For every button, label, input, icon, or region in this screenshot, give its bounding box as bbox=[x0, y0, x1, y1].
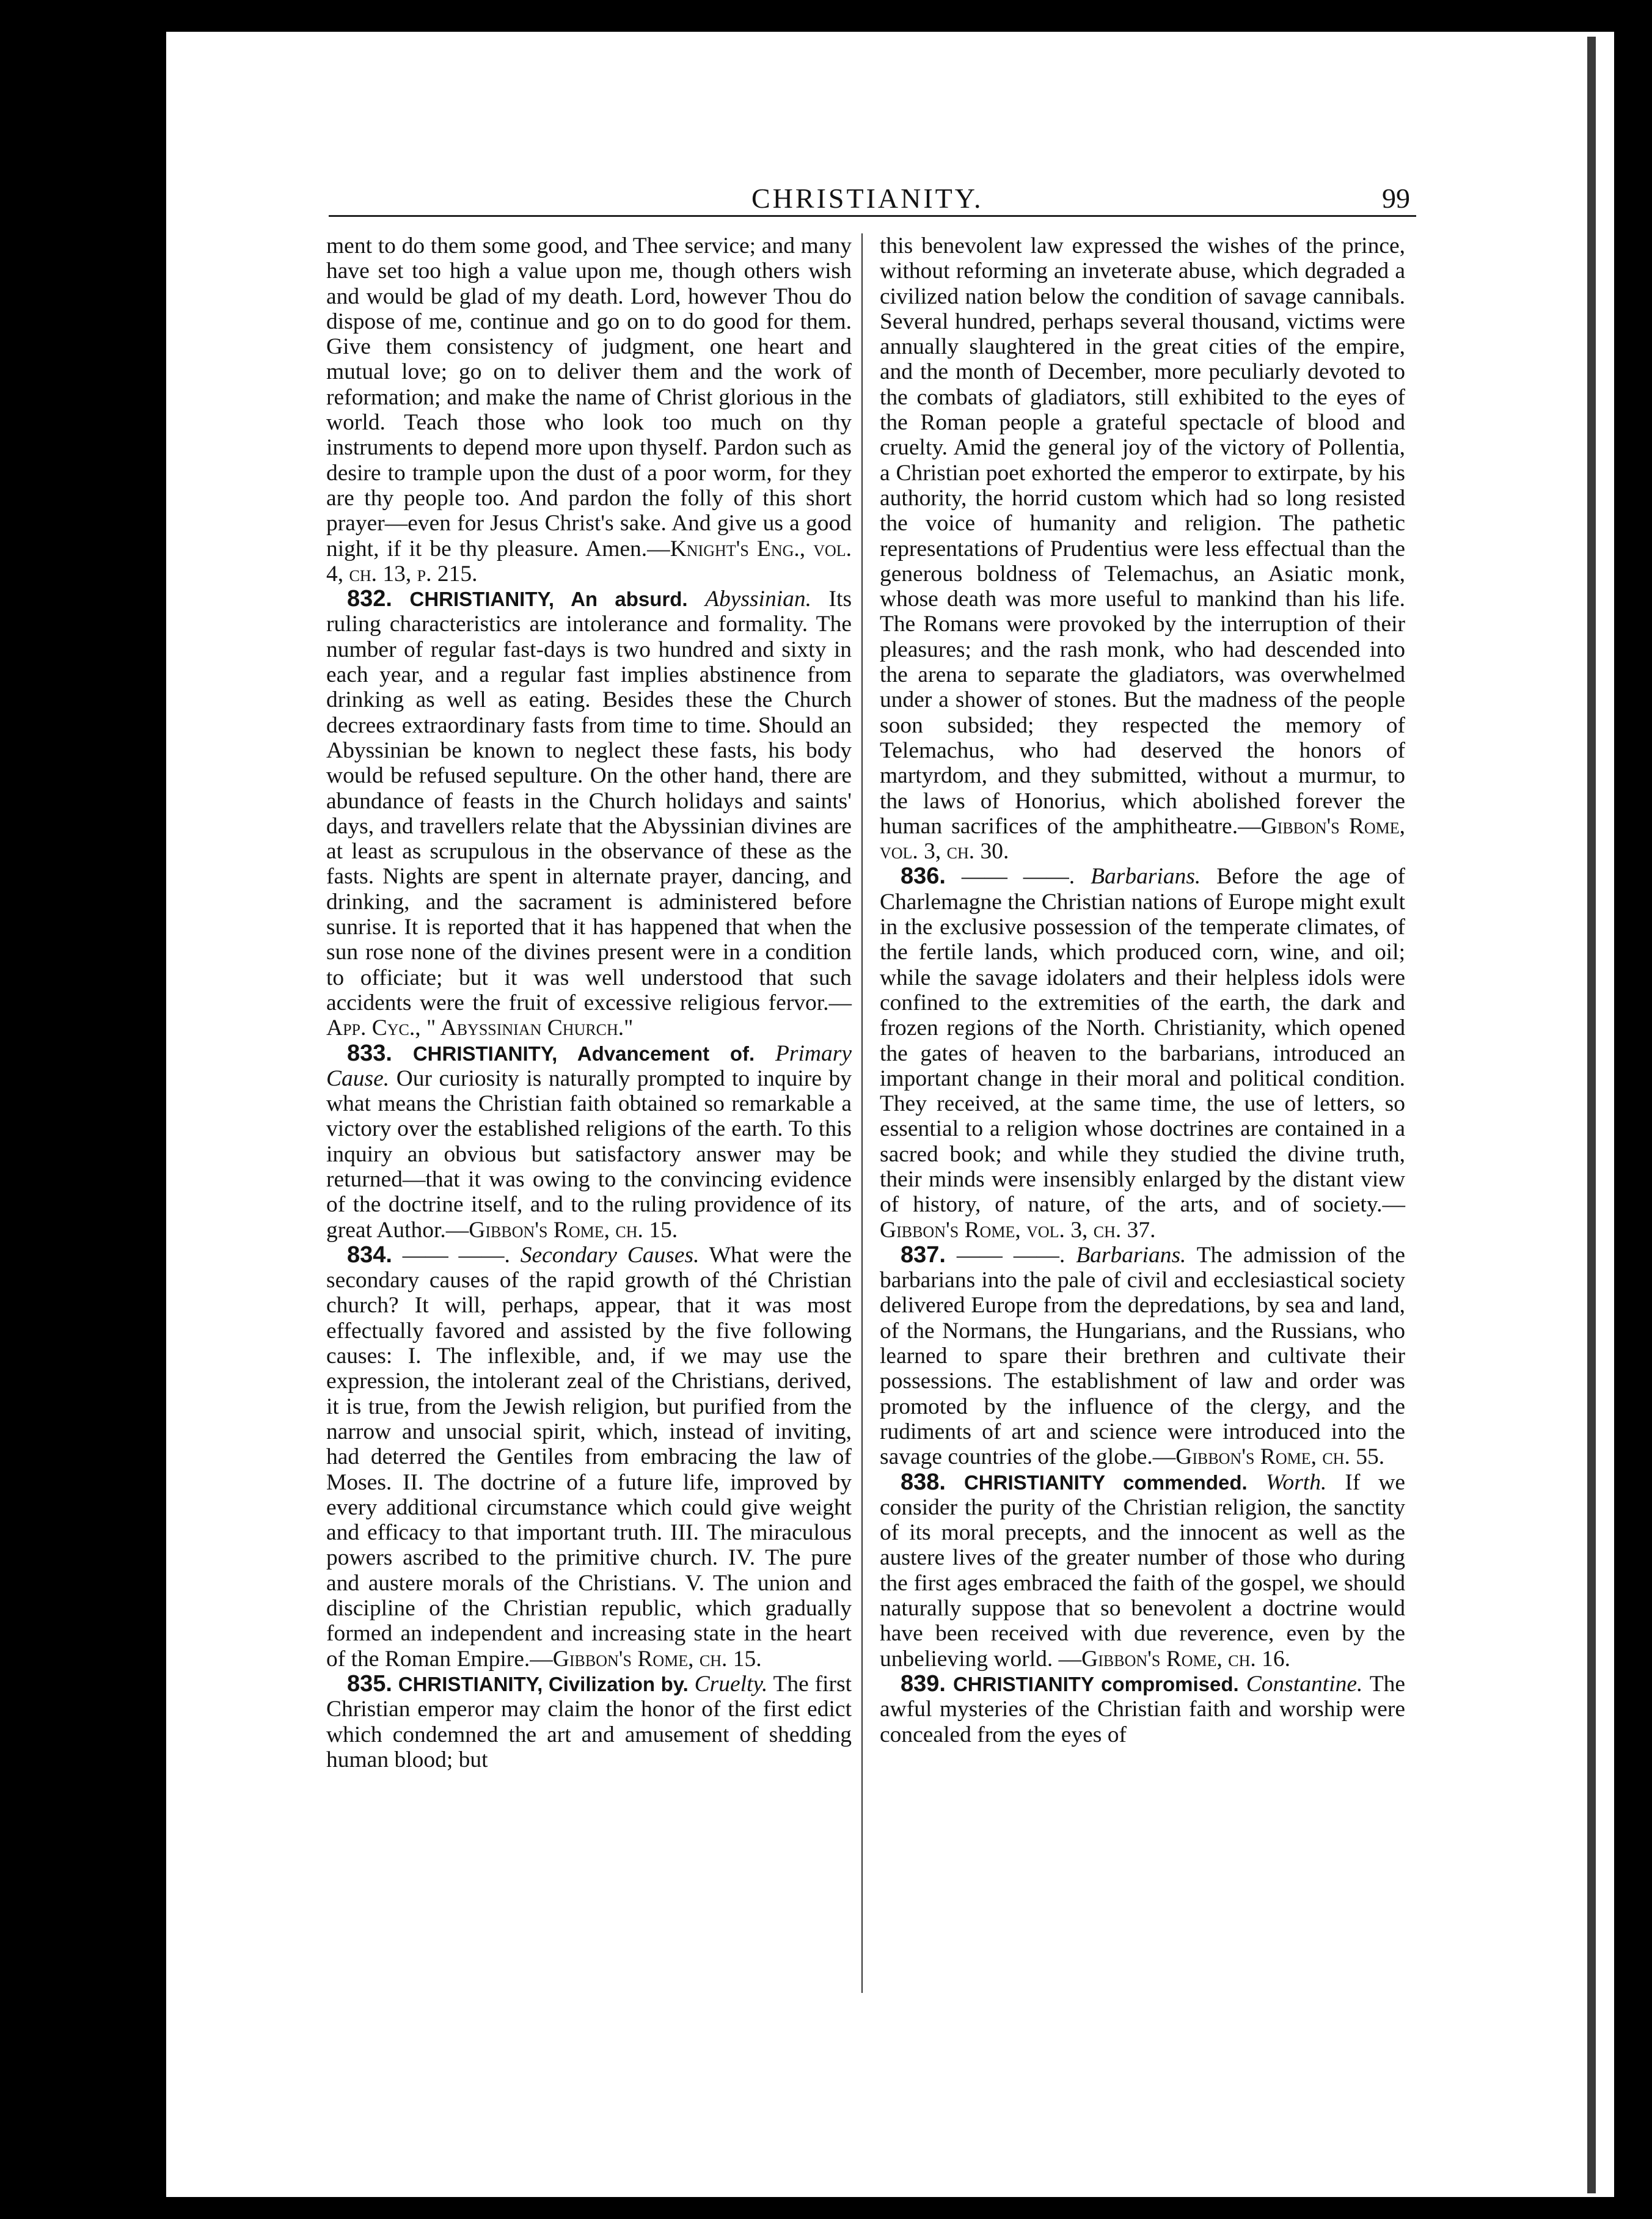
header-rule bbox=[329, 215, 1416, 217]
scan-border-top bbox=[0, 0, 1652, 32]
entry-number: 834. bbox=[347, 1241, 392, 1268]
entry-subheading: Abyssinian. bbox=[705, 587, 812, 612]
entry-836 bbox=[880, 864, 1405, 1242]
entry-subheading: Secondary Causes. bbox=[520, 1242, 700, 1268]
entry-heading: CHRISTIANITY, Civilization by. bbox=[398, 1672, 689, 1695]
running-head: CHRISTIANITY. bbox=[751, 183, 984, 214]
entry-number: 838. bbox=[901, 1469, 946, 1495]
source-citation: Gibbon's Rome, ch. 55. bbox=[1175, 1444, 1385, 1470]
entry-number: 837. bbox=[901, 1241, 946, 1268]
entry-heading: CHRISTIANITY commended. bbox=[963, 1471, 1248, 1494]
entry-text: The awful mysteries of the Christian faith and worship were concealed from the eyes of bbox=[880, 1671, 1405, 1747]
source-citation: Gibbon's Rome, ch. 16. bbox=[1081, 1646, 1291, 1672]
entry-heading: CHRISTIANITY compromised. bbox=[952, 1672, 1239, 1695]
entry-subheading: Primary Cause. bbox=[326, 1040, 852, 1091]
entry-text: Its ruling characteristics are intolerance and formality. The number of regular fast-days is two hundred and sixty in each year, and a regular fast implies abstinence from drinking as well as eating. Besides these the Church decrees extraordinary fasts from time to time. Should an Abyssinian be known to neglect these fasts, his body would be refused sepulture. On the other hand, there are abundance of feasts in the Church holidays and saints' days, and travellers relate that the Abyssinian divines are at least as scrupulous in the observance of these as the fasts. Nights are spent in alternate prayer, dancing, and drinking, and the sacrament is administered before sunrise. It is reported that it has happened that when the sun rose none of the divines present were in a condition to officiate; but it was well understood that such accidents were the fruit of excessive religious fervor.— bbox=[326, 587, 852, 1015]
entry-837 bbox=[880, 1243, 1405, 1470]
entry-text: The first Christian emperor may claim the honor of the first edict which condemned the art and amusement of shedding human blood; but bbox=[326, 1671, 852, 1772]
entry-839 bbox=[880, 1672, 1405, 1747]
entry-number: 833. bbox=[347, 1040, 392, 1066]
ditto-dash: —— ——. bbox=[402, 1242, 510, 1268]
scan-border-left bbox=[0, 0, 166, 2219]
scan-border-bottom bbox=[0, 2197, 1652, 2219]
entry-heading: CHRISTIANITY, An absurd. bbox=[409, 588, 688, 611]
source-citation: Knight's Eng., vol. 4, ch. 13, p. 215. bbox=[326, 536, 852, 587]
entry-subheading: Barbarians. bbox=[1091, 864, 1201, 890]
page-edge-shadow bbox=[1587, 37, 1596, 2193]
entry-heading: CHRISTIANITY, Advancement of. bbox=[412, 1042, 755, 1065]
entry-833 bbox=[326, 1041, 852, 1243]
continued-prayer: ment to do them some good, and Thee service; and many have set too high a value upon me, though others wish and would be glad of my death. Lord, however Thou do dispose of me, continue and go on to do good for them. Give them consistency of judgment, one heart and mutual love; go on to deliver them and the work of reformation; and make the name of Christ glorious in the world. Teach those who look too much on thy instruments to depend more upon thyself. Pardon such as desire to trample upon the dust of a poor worm, for they are thy people too. And pardon the folly of this short prayer—even for Jesus Christ's sake. And give us a good night, if it be thy pleasure. Amen.—Knight's Eng., vol. 4, ch. 13, p. 215. bbox=[326, 233, 852, 587]
entry-834 bbox=[326, 1243, 852, 1672]
entry-subheading: Worth. bbox=[1265, 1469, 1327, 1495]
entry-subheading: Cruelty. bbox=[694, 1671, 768, 1697]
entry-text: What were the secondary causes of the rapid growth of thé Christian church? It will, perhaps, appear, that it was most effectually favored and assisted by the five following causes: I. The inflexible, and, if we may use the expression, the intolerant zeal of the Christians, derived, it is true, from the Jewish religion, but purified from the narrow and unsocial spirit, which, instead of inviting, had deterred the Gentiles from embracing the law of Moses. II. The doctrine of a future life, improved by every additional circumstance which could give weight and efficacy to that important truth. III. The miraculous powers ascribed to the primitive church. IV. The pure and austere morals of the Christians. V. The union and discipline of the Christian republic, which gradually formed an independent and increasing state in the heart of the Roman Empire.— bbox=[326, 1242, 852, 1672]
entry-number: 836. bbox=[901, 863, 946, 890]
entry-number: 832. bbox=[347, 586, 392, 612]
entry-838 bbox=[880, 1470, 1405, 1672]
ditto-dash: —— ——. bbox=[956, 1242, 1065, 1268]
left-column bbox=[326, 233, 852, 1772]
entry-subheading: Barbarians. bbox=[1076, 1242, 1186, 1268]
entry-text: If we consider the purity of the Christian religion, the sanctity of its moral precepts, and the innocent as well as the austere lives of the greater number of those who during the first ages embraced the faith of the gospel, we should naturally suppose that so benevolent a doctrine would have been received with due reverence, even by the unbelieving world. — bbox=[880, 1469, 1406, 1672]
scan-border-right bbox=[1614, 0, 1652, 2219]
entry-number: 839. bbox=[901, 1670, 946, 1697]
source-citation: Gibbon's Rome, ch. 15. bbox=[552, 1646, 762, 1672]
source-citation: Gibbon's Rome, ch. 15. bbox=[469, 1217, 678, 1243]
ditto-dash: —— ——. bbox=[961, 864, 1075, 890]
entry-835 bbox=[326, 1672, 852, 1772]
entry-832 bbox=[326, 587, 852, 1040]
column-divider bbox=[861, 233, 863, 1993]
entry-text: Before the age of Charlemagne the Christian nations of Europe might exult in the exclusive possession of the temperate climates, of the fertile lands, which produced corn, wine, and oil; while the savage idolaters and their helpless idols were confined to the extremities of the earth, the dark and frozen regions of the North. Christianity, which opened the gates of heaven to the barbarians, introduced an important change in their moral and political condition. They received, at the same time, the use of letters, so essential to a religion whose doctrines are contained in a sacred book; and while they studied the divine truth, their minds were insensibly enlarged by the distant view of history, of nature, of the arts, and of society.— bbox=[880, 864, 1406, 1218]
page-number: 99 bbox=[1382, 183, 1410, 214]
entry-text: The admission of the barbarians into the pale of civil and ecclesiastical society delivered Europe from the depredations, by sea and land, of the Normans, the Hungarians, and the Russians, who learned to spare their brethren and cultivate their possessions. The establishment of law and order was promoted by the influence of the clergy, and the rudiments of art and science were introduced into the savage countries of the globe.— bbox=[880, 1242, 1406, 1470]
source-citation: Gibbon's Rome, vol. 3, ch. 30. bbox=[880, 813, 1405, 865]
entry-text: Our curiosity is naturally prompted to inquire by what means the Christian faith obtained so remarkable a victory over the established religions of the earth. To this inquiry an obvious but satisfactory answer may be returned—that it was owing to the convincing evidence of the doctrine itself, and to the ruling providence of its great Author.— bbox=[326, 1066, 852, 1243]
entry-subheading: Constantine. bbox=[1246, 1671, 1363, 1697]
entry-number: 835. bbox=[347, 1670, 392, 1697]
continued-entry-835: this benevolent law expressed the wishes of the prince, without reforming an inveterate abuse, which degraded a civilized nation below the condition of savage cannibals. Several hundred, perhaps several thousand, victims were annually slaughtered in the great cities of the empire, and the month of December, more peculiarly devoted to the combats of gladiators, still exhibited to the eyes of the Roman people a grateful spectacle of blood and cruelty. Amid the general joy of the victory of Pollentia, a Christian poet exhorted the emperor to extirpate, by his authority, the horrid custom which had so long resisted the voice of humanity and religion. The pathetic representations of Prudentius were less effectual than the generous boldness of Telemachus, an Asiatic monk, whose death was more useful to mankind than his life. The Romans were provoked by the interruption of their pleasures; and the rash monk, who had descended into the arena to separate the gladiators, was overwhelmed under a shower of stones. But the madness of the people soon subsided; they respected the memory of Telemachus, who had deserved the honors of martyrdom, and they submitted, without a murmur, to the laws of Honorius, which abolished forever the human sacrifices of the amphitheatre.—Gibbon's Rome, vol. 3, ch. 30. bbox=[880, 233, 1405, 865]
source-citation: Gibbon's Rome, vol. 3, ch. 37. bbox=[880, 1217, 1156, 1243]
right-column bbox=[880, 233, 1405, 1747]
source-citation: App. Cyc., " Abyssinian Church." bbox=[326, 1015, 634, 1041]
